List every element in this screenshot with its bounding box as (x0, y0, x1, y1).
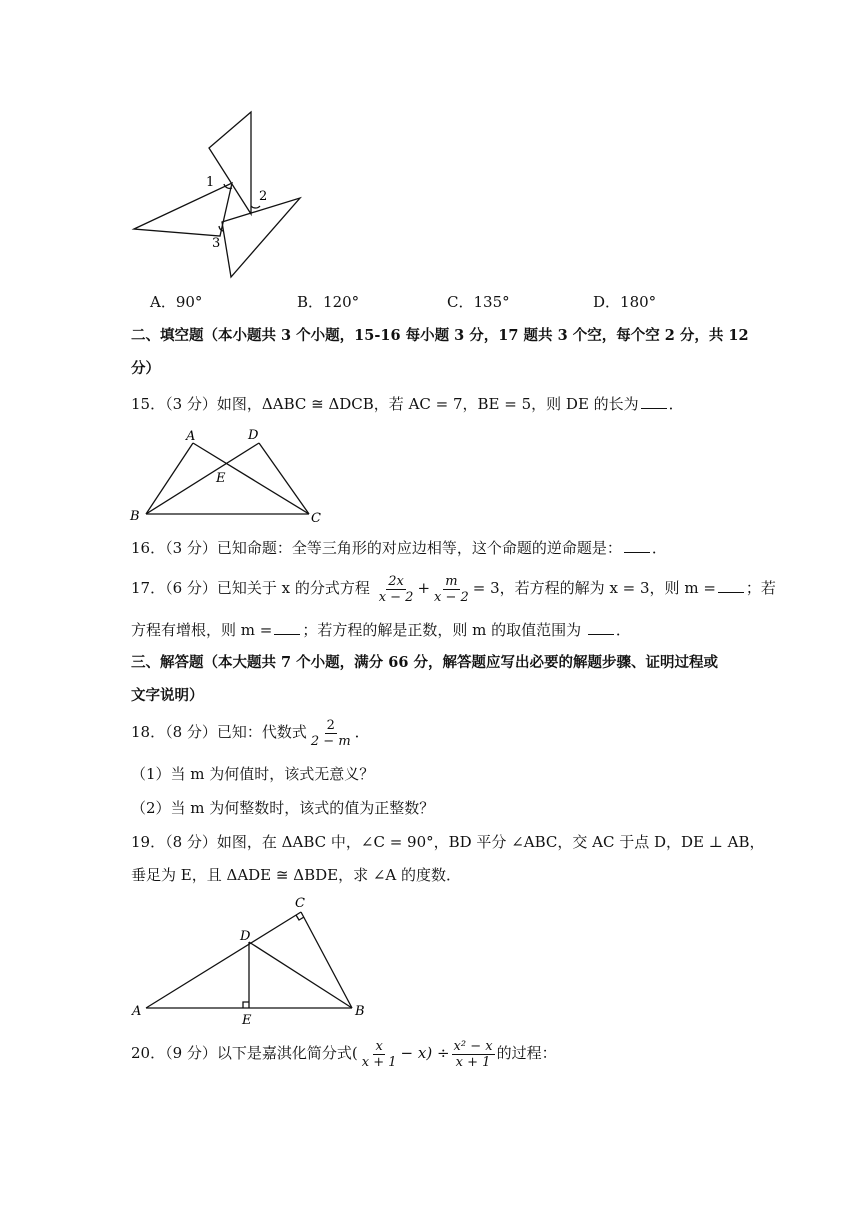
triangle-top (209, 112, 251, 214)
q19-label-d: D (240, 929, 251, 944)
q19-figure (128, 893, 374, 1027)
right-angle-e (243, 1002, 249, 1008)
q19-label-e: E (242, 1013, 252, 1027)
q17-line1: 17．（6 分）已知关于 x 的分式方程 $\frac{2x}{x - 2}$ + $\frac{m}{x - 2}$ = 3，若方程的解为 x = 3，则 m = ；若 (131, 573, 776, 605)
q18-sub2: （2）当 m 为何整数时，该式的值为正整数？ (131, 799, 435, 817)
q15-label-c: C (311, 511, 321, 526)
q15-figure (128, 424, 328, 526)
q16-answer-blank (624, 538, 650, 553)
option-a: A．90° (150, 293, 203, 311)
q17-blank-3 (588, 620, 614, 635)
option-d: D．180° (593, 293, 657, 311)
q15-label-e: E (216, 471, 226, 486)
section3-heading: 三、解答题（本大题共 7 个小题，满分 66 分，解答题应写出必要的解题步骤、证明过程或 (131, 654, 718, 671)
q18-sub1: （1）当 m 为何值时，该式无意义？ (131, 765, 375, 783)
triangle-right (222, 198, 300, 277)
q15-answer-blank (641, 394, 667, 409)
q19-label-c: C (295, 896, 305, 911)
q14-figure (128, 106, 308, 282)
angle-arc-2 (251, 206, 260, 208)
q19-line1: 19．（8 分）如图，在 ΔABC 中，∠C = 90°，BD 平分 ∠ABC，交 AC 于点 D，DE ⊥ AB， (131, 833, 765, 851)
q20-text: 20．（9 分）以下是嘉淇化简分式( $\frac{x}{x + 1}$ − x) ÷ $\frac{\text{x² − x}}{x + 1}$ 的过程： (131, 1038, 557, 1070)
section2-heading-cont: 分） (131, 360, 160, 377)
option-c: C．135° (447, 293, 510, 311)
section3-heading-cont: 文字说明） (131, 687, 204, 704)
q15-label-d: D (248, 428, 259, 443)
q17-fraction-2: $\frac{m}{x - 2}$ (434, 573, 469, 605)
angle-label-3: 3 (212, 236, 221, 251)
q18-fraction: $\frac{2}{2 - m}$ (310, 717, 351, 749)
q15-label-a: A (186, 429, 196, 444)
q15-text: 15．（3 分）如图，ΔABC ≅ ΔDCB，若 AC = 7，BE = 5，则 DE 的长为 ． (131, 395, 684, 413)
q17-blank-2 (274, 620, 300, 635)
angle-label-2: 2 (259, 189, 268, 204)
triangle-left (134, 183, 232, 236)
q19-label-b: B (355, 1004, 365, 1019)
q15-label-b: B (130, 509, 140, 524)
q17-blank-1 (718, 578, 744, 593)
angle-label-1: 1 (206, 175, 215, 190)
option-b: B．120° (297, 293, 360, 311)
q19-line2: 垂足为 E，且 ΔADE ≅ ΔBDE，求 ∠A 的度数． (131, 866, 462, 884)
q16-text: 16．（3 分）已知命题：全等三角形的对应边相等，这个命题的逆命题是： ． (131, 539, 667, 557)
q17-fraction-1: $\frac{2x}{x - 2}$ (378, 573, 414, 605)
q20-fraction-2: $\frac{\text{x² − x}}{x + 1}$ (453, 1038, 493, 1070)
q18-text: 18．（8 分）已知：代数式 $\frac{2}{2 - m}$ ． (131, 717, 370, 749)
q19-label-a: A (132, 1004, 142, 1019)
section2-heading: 二、填空题（本小题共 3 个小题，15-16 每小题 3 分，17 题共 3 个空，每个空 2 分，共 12 (131, 327, 749, 344)
q20-fraction-1: $\frac{x}{x + 1}$ (361, 1038, 397, 1070)
q17-line2: 方程有增根，则 m = ；若方程的解是正数，则 m 的取值范围为 ． (131, 621, 631, 639)
